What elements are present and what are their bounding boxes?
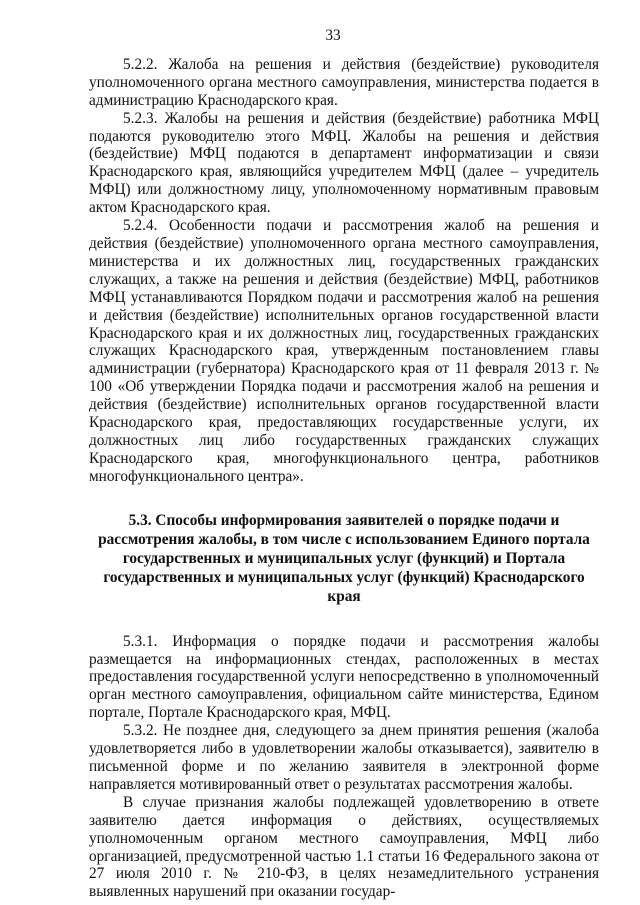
- paragraph-complaint-satisfied: В случае признания жалобы подлежащей удовлетворению в ответе заявителю дается информация о действиях, осуществляемых уполномоченным органом местного самоуправления, МФЦ либо организацией, предусмотренной частью 1.1 статьи 16 Федерального закона от 27 июля 2010 г. № 210-ФЗ, в целях незамедлительного устранения выявленных нарушений при оказании государ-: [89, 793, 599, 901]
- paragraph-5-3-1: 5.3.1. Информация о порядке подачи и рассмотрения жалобы размещается на информационных стендах, расположенных в местах предоставления государственной услуги непосредственно в уполномоченный орган местного самоуправления, официальном сайте министерства, Едином портале, Портале Краснодарского края, МФЦ.: [89, 632, 599, 722]
- section-heading-5-3: 5.3. Способы информирования заявителей о порядке подачи и рассмотрения жалобы, в том числе с использованием Единого портала государственных и муниципальных услуг (функций) и Портала государственных и муниципальных услуг (функций) Краснодарского края: [98, 511, 590, 606]
- paragraph-5-2-4: 5.2.4. Особенности подачи и рассмотрения жалоб на решения и действия (бездействие) уполномоченного органа местного самоуправления, министерства и их должностных лиц, государственных гражданских служащих, а также на решения и действия (бездействие) МФЦ, работников МФЦ устанавливаются Порядком подачи и рассмотрения жалоб на решения и действия (бездействие) исполнительных органов государственной власти Краснодарского края и их должностных лиц, государственных гражданских служащих Краснодарского края, утвержденным постановлением главы администрации (губернатора) Краснодарского края от 11 февраля 2013 г. № 100 «Об утверждении Порядка подачи и рассмотрения жалоб на решения и действия (бездействие) исполнительных органов государственной власти Краснодарского края, предоставляющих государственные услуги, их должностных лиц либо государственных гражданских служащих Краснодарского края, многофункционального центра, работников многофункционального центра».: [89, 217, 599, 485]
- paragraph-5-3-2: 5.3.2. Не позднее дня, следующего за днем принятия решения (жалоба удовлетворяется либо в удовлетворении жалобы отказывается), заявителю в письменной форме и по желанию заявителя в электронной форме направляется мотивированный ответ о результатах рассмотрения жалобы.: [89, 722, 599, 793]
- page-number: 33: [325, 27, 341, 44]
- paragraph-5-2-3: 5.2.3. Жалобы на решения и действия (бездействие) работника МФЦ подаются руководителю этого МФЦ. Жалобы на решения и действия (бездействие) МФЦ подаются в департамент информатизации и связи Краснодарского края, являющийся учредителем МФЦ (далее – учредитель МФЦ) или должностному лицу, уполномоченному нормативным правовым актом Краснодарского края.: [89, 109, 599, 217]
- paragraph-5-2-2: 5.2.2. Жалоба на решения и действия (бездействие) руководителя уполномоченного органа местного самоуправления, министерства подается в администрацию Краснодарского края.: [89, 55, 599, 109]
